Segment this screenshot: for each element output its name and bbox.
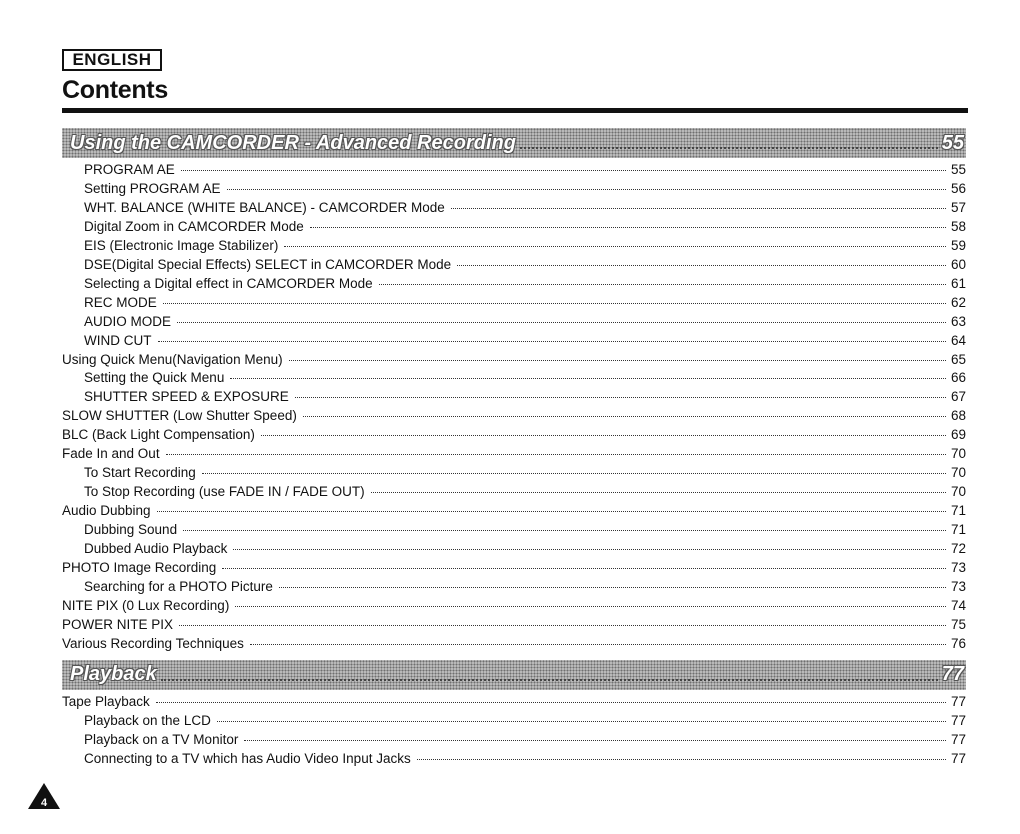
entry-label: Audio Dubbing — [62, 503, 151, 519]
toc-entry[interactable] — [62, 560, 966, 579]
toc-entry[interactable] — [62, 465, 966, 484]
dot-leader — [235, 606, 946, 607]
entry-label: Using Quick Menu(Navigation Menu) — [62, 351, 283, 367]
toc-entry[interactable] — [62, 257, 966, 276]
entry-label: Setting the Quick Menu — [84, 370, 225, 386]
dot-leader — [181, 170, 946, 171]
entry-label: Various Recording Techniques — [62, 635, 244, 651]
dot-leader — [233, 549, 946, 550]
dot-leader — [261, 435, 946, 436]
entry-label: Selecting a Digital effect in CAMCORDER Mode — [84, 275, 373, 291]
entry-page-number: 61 — [950, 275, 966, 291]
toc-entry[interactable] — [62, 333, 966, 352]
entry-label: DSE(Digital Special Effects) SELECT in CAMCORDER Mode — [84, 256, 452, 272]
toc-entry[interactable] — [62, 238, 966, 257]
entry-page-number: 77 — [950, 693, 966, 709]
entry-label: WIND CUT — [84, 332, 152, 348]
page-number: 4 — [40, 797, 48, 809]
entry-page-number: 69 — [950, 427, 966, 443]
dot-leader — [303, 416, 946, 417]
entry-page-number: 64 — [950, 332, 966, 348]
entry-page-number: 67 — [950, 389, 966, 405]
dot-leader — [183, 530, 946, 531]
entry-label: To Stop Recording (use FADE IN / FADE OUT) — [84, 484, 365, 500]
toc-entry[interactable] — [62, 732, 966, 751]
entry-label: To Start Recording — [84, 465, 196, 481]
entry-page-number: 66 — [950, 370, 966, 386]
entry-page-number: 77 — [950, 750, 966, 766]
dot-leader — [230, 378, 946, 379]
entry-page-number: 70 — [950, 465, 966, 481]
dot-leader — [163, 303, 946, 304]
toc-entry[interactable] — [62, 181, 966, 200]
entry-page-number: 77 — [950, 712, 966, 728]
dot-leader — [295, 397, 946, 398]
toc-entry[interactable] — [62, 694, 966, 713]
dot-leader — [202, 473, 946, 474]
dot-leader — [244, 740, 946, 741]
entry-label: SHUTTER SPEED & EXPOSURE — [84, 389, 289, 405]
toc-entry[interactable] — [62, 579, 966, 598]
entry-label: EIS (Electronic Image Stabilizer) — [84, 237, 279, 253]
toc-entry[interactable] — [62, 352, 966, 371]
entry-label: PHOTO Image Recording — [62, 560, 217, 576]
toc-entry[interactable] — [62, 446, 966, 465]
entry-label: Tape Playback — [62, 693, 150, 709]
title-divider — [62, 108, 968, 113]
entry-label: Searching for a PHOTO Picture — [84, 578, 273, 594]
entry-page-number: 74 — [950, 597, 966, 613]
entry-label: Playback on a TV Monitor — [84, 731, 239, 747]
dot-leader — [179, 625, 946, 626]
entry-page-number: 77 — [950, 731, 966, 747]
entry-page-number: 71 — [950, 503, 966, 519]
dot-leader — [289, 360, 946, 361]
section-header[interactable] — [62, 660, 966, 690]
section-page-number: 55 — [941, 131, 964, 154]
entry-page-number: 55 — [950, 162, 966, 177]
entry-page-number: 70 — [950, 484, 966, 500]
toc-entry[interactable] — [62, 713, 966, 732]
section-title: Playback — [70, 663, 157, 686]
language-badge: ENGLISH — [62, 49, 162, 71]
entry-page-number: 58 — [950, 218, 966, 234]
entry-page-number: 76 — [950, 635, 966, 651]
toc-entry[interactable] — [62, 219, 966, 238]
toc-entry[interactable] — [62, 389, 966, 408]
toc-entry[interactable] — [62, 200, 966, 219]
toc-entry[interactable] — [62, 427, 966, 446]
entry-label: Dubbing Sound — [84, 522, 178, 538]
dot-leader — [222, 568, 946, 569]
entry-page-number: 73 — [950, 560, 966, 576]
entry-label: Playback on the LCD — [84, 712, 211, 728]
entry-label: Connecting to a TV which has Audio Video Input Jacks — [84, 750, 411, 766]
dot-leader — [217, 721, 946, 722]
toc-entry[interactable] — [62, 617, 966, 636]
dot-leader — [250, 644, 946, 645]
entry-page-number: 60 — [950, 256, 966, 272]
toc-entry[interactable] — [62, 484, 966, 503]
entry-page-number: 56 — [950, 180, 966, 196]
entry-label: AUDIO MODE — [84, 313, 172, 329]
entry-label: Setting PROGRAM AE — [84, 180, 221, 196]
toc-entry[interactable] — [62, 503, 966, 522]
entry-label: WHT. BALANCE (WHITE BALANCE) - CAMCORDER Mode — [84, 199, 445, 215]
entry-page-number: 72 — [950, 541, 966, 557]
dot-leader — [371, 492, 946, 493]
entry-label: NITE PIX (0 Lux Recording) — [62, 597, 230, 613]
section-page-number: 77 — [941, 663, 964, 686]
dot-leader — [379, 284, 946, 285]
dot-leader — [158, 341, 947, 342]
dot-leader — [457, 265, 946, 266]
toc-entry[interactable] — [62, 314, 966, 333]
section-title: Using the CAMCORDER - Advanced Recording — [70, 131, 516, 154]
dot-leader — [166, 454, 946, 455]
toc-entry[interactable] — [62, 370, 966, 389]
entry-label: SLOW SHUTTER (Low Shutter Speed) — [62, 408, 297, 424]
dot-leader — [177, 322, 946, 323]
toc-entry[interactable] — [62, 408, 966, 427]
dot-leader — [157, 511, 946, 512]
section-header[interactable] — [62, 128, 966, 158]
dot-leader — [161, 679, 938, 681]
dot-leader — [156, 702, 946, 703]
entry-label: Dubbed Audio Playback — [84, 541, 228, 557]
table-of-contents — [62, 128, 966, 775]
entry-page-number: 65 — [950, 351, 966, 367]
dot-leader — [279, 587, 946, 588]
entry-page-number: 73 — [950, 578, 966, 594]
toc-entry[interactable] — [62, 276, 966, 295]
entry-page-number: 68 — [950, 408, 966, 424]
dot-leader — [520, 147, 938, 149]
page-title: Contents — [62, 76, 168, 104]
entry-page-number: 57 — [950, 199, 966, 215]
entry-label: POWER NITE PIX — [62, 616, 174, 632]
entry-page-number: 75 — [950, 616, 966, 632]
toc-entry[interactable] — [62, 598, 966, 617]
toc-entry[interactable] — [62, 522, 966, 541]
entry-label: REC MODE — [84, 294, 157, 310]
toc-entry[interactable] — [62, 162, 966, 181]
dot-leader — [451, 208, 946, 209]
dot-leader — [284, 246, 946, 247]
entry-list — [62, 690, 966, 775]
toc-entry[interactable] — [62, 541, 966, 560]
toc-entry[interactable] — [62, 295, 966, 314]
entry-page-number: 71 — [950, 522, 966, 538]
entry-label: Digital Zoom in CAMCORDER Mode — [84, 218, 304, 234]
entry-page-number: 62 — [950, 294, 966, 310]
entry-label: Fade In and Out — [62, 446, 160, 462]
entry-page-number: 63 — [950, 313, 966, 329]
entry-page-number: 70 — [950, 446, 966, 462]
entry-page-number: 59 — [950, 237, 966, 253]
toc-entry[interactable] — [62, 636, 966, 655]
dot-leader — [310, 227, 946, 228]
entry-label: BLC (Back Light Compensation) — [62, 427, 255, 443]
dot-leader — [417, 759, 946, 760]
page-number-badge — [27, 782, 61, 810]
entry-list — [62, 158, 966, 660]
entry-label: PROGRAM AE — [84, 162, 175, 177]
toc-entry[interactable] — [62, 751, 966, 770]
dot-leader — [227, 189, 946, 190]
